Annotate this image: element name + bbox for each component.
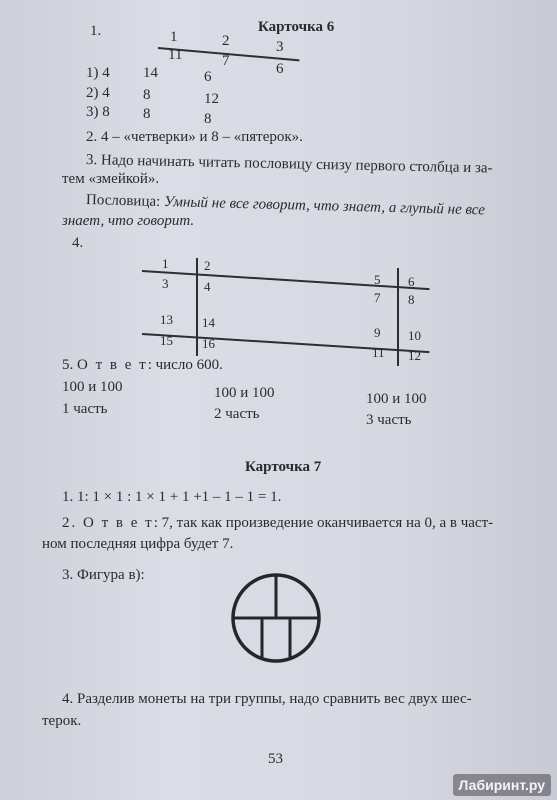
grid-cell-13: 13 [160, 312, 173, 327]
task5-answer-label: О т в е т [77, 357, 148, 373]
task5-group3-sum: 100 и 100 [366, 391, 427, 407]
grid-cell-7: 7 [374, 290, 381, 305]
grid-cell-4: 4 [204, 279, 211, 294]
proverb-label: Пословица: [85, 192, 161, 210]
task1-header-value-2: 7 [222, 53, 230, 69]
card7-task4-line1: 4. Разделив монеты на три группы, надо сравнить вес двух шес- [62, 691, 472, 707]
task1-header-value-1: 11 [168, 47, 183, 63]
task1-header-2: 2 [222, 33, 230, 49]
task1-row1-label: 1) 4 [86, 65, 110, 81]
divided-circle-figure [228, 570, 324, 666]
grid-cell-12: 12 [408, 348, 421, 363]
card7-task2-text: : 7, так как произведение оканчивается на 0, а в част- [153, 515, 494, 531]
grid-cell-8: 8 [408, 292, 415, 307]
watermark-logo: Лабиринт.ру [453, 774, 552, 796]
card7-task2-line1 [62, 514, 493, 532]
grid-cell-14: 14 [202, 315, 215, 330]
task1-number: 1. [90, 23, 102, 39]
grid-cell-5: 5 [374, 272, 381, 287]
card7-task3: 3. Фигура в): [62, 567, 145, 583]
task4-number: 4. [72, 235, 84, 251]
task3-line2: тем «змейкой». [62, 171, 160, 187]
task2-text: 2. 4 – «четверки» и 8 – «пятерок». [86, 129, 303, 145]
page-number: 53 [268, 751, 283, 767]
task1-header-1: 1 [170, 29, 178, 45]
task1-row2-c1: 8 [143, 87, 151, 103]
grid-cell-2: 2 [204, 258, 211, 273]
task1-row2-label: 2) 4 [86, 85, 110, 101]
card7-title: Карточка 7 [245, 459, 322, 475]
task5-group2-sum: 100 и 100 [214, 385, 275, 401]
grid-cell-6: 6 [408, 274, 415, 289]
task1-row1-c1: 14 [143, 65, 158, 81]
task1-row3-c1: 8 [143, 106, 151, 122]
card7-task4-line2: терок. [42, 713, 82, 729]
task1-row3-c2: 8 [204, 111, 212, 127]
card7-task2-answer-label: 2. О т в е т [62, 515, 154, 531]
task5-group3-part: 3 часть [366, 412, 412, 428]
grid-cell-15: 15 [160, 333, 173, 348]
grid-cell-9: 9 [374, 325, 381, 340]
task1-row1-c2: 6 [204, 69, 212, 85]
task1-header-3: 3 [276, 39, 284, 55]
card6-title: Карточка 6 [258, 19, 335, 35]
card7-task2-line2: ном последняя цифра будет 7. [42, 536, 234, 552]
task5-answer-text: : число 600. [147, 357, 223, 373]
task5-group1-part: 1 часть [62, 401, 108, 417]
grid-cell-11: 11 [372, 345, 385, 360]
task1-row2-c2: 12 [204, 91, 219, 107]
task5-number: 5. [62, 357, 77, 373]
task1-header-value-3: 6 [276, 61, 284, 77]
grid-cell-16: 16 [202, 336, 215, 351]
task5-answer [62, 356, 223, 374]
task3-line1: 3. Надо начинать читать пословицу снизу первого столбца и за- [85, 152, 493, 177]
task1-row3-label: 3) 8 [86, 104, 110, 120]
grid-cell-3: 3 [162, 276, 169, 291]
grid-cell-10: 10 [408, 328, 421, 343]
proverb-line1: Умный не все говорит, что знает, а глупый не все [163, 194, 486, 219]
proverb-line2: знает, что говорит. [62, 213, 195, 229]
grid-cell-1: 1 [162, 256, 169, 271]
task5-group2-part: 2 часть [214, 406, 260, 422]
task5-group1-sum: 100 и 100 [62, 379, 123, 395]
card7-task1: 1. 1: 1 × 1 : 1 × 1 + 1 +1 – 1 – 1 = 1. [62, 489, 282, 505]
